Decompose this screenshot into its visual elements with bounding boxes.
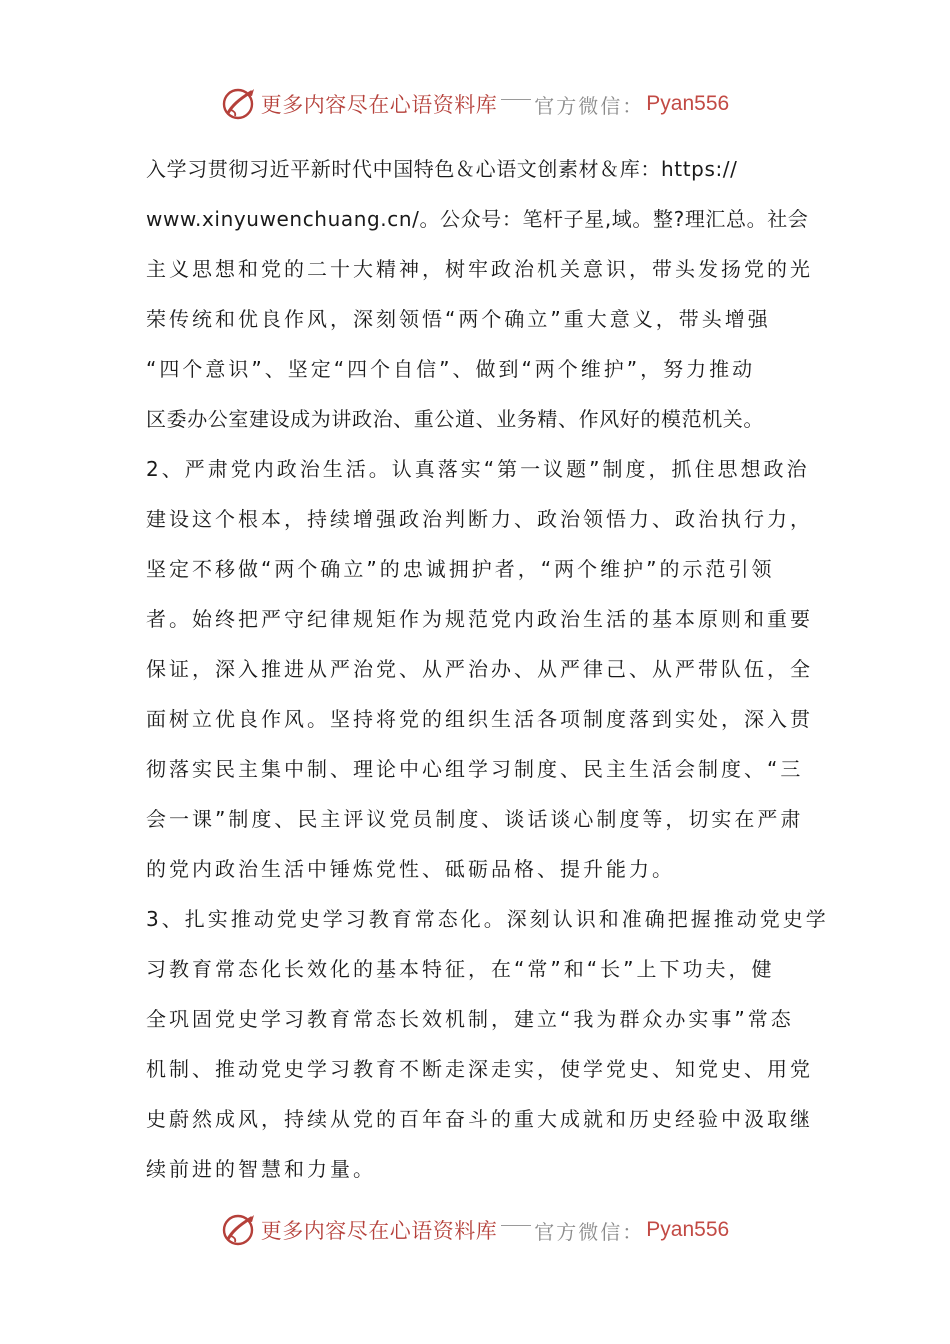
text-line: 坚定不移做“两个确立”的忠诚拥护者，“两个维护”的示范引领 xyxy=(146,557,775,581)
text-line: 3、扎实推动党史学习教育常态化。深刻认识和准确把握推动党史学 xyxy=(146,907,829,931)
wechat-id: Pyan556 xyxy=(646,92,730,115)
text-line: 面树立优良作风。坚持将党的组织生活各项制度落到实处，深入贯 xyxy=(146,707,813,731)
text-line: 区委办公室建设成为讲政治、重公道、业务精、作风好的模范机关。 xyxy=(146,407,764,431)
text-line: “四个意识”、坚定“四个自信”、做到“两个维护”，努力推动 xyxy=(146,357,756,381)
document-body xyxy=(146,144,829,1194)
official-label: 官方微信： xyxy=(534,93,645,118)
text-line: 2、严肃党内政治生活。认真落实“第一议题”制度，抓住思想政治 xyxy=(146,457,810,481)
text-line: www.xinyuwenchuang.cn/。公众号：笔杆子星,域。整?理汇总。社会 xyxy=(146,207,809,231)
footer-banner xyxy=(0,1210,950,1250)
brand-text: 更多内容尽在心语资料库 xyxy=(260,93,498,117)
banner-dash xyxy=(501,99,531,100)
text-line: 保证，深入推进从严治党、从严治办、从严律己、从严带队伍，全 xyxy=(146,657,813,681)
text-line: 机制、推动党史学习教育不断走深走实，使学党史、知党史、用党 xyxy=(146,1057,813,1081)
text-line: 的党内政治生活中锤炼党性、砥砺品格、提升能力。 xyxy=(146,857,675,881)
text-line: 者。始终把严守纪律规矩作为规范党内政治生活的基本原则和重要 xyxy=(146,607,813,631)
text-line: 彻落实民主集中制、理论中心组学习制度、民主生活会制度、“三 xyxy=(146,757,804,781)
header-banner xyxy=(0,84,950,124)
pen-logo-icon xyxy=(221,86,257,122)
text-line: 会一课”制度、民主评议党员制度、谈话谈心制度等，切实在严肃 xyxy=(146,807,804,831)
text-line: 习教育常态化长效化的基本特征，在“常”和“长”上下功夫，健 xyxy=(146,957,775,981)
banner-dash xyxy=(501,1225,531,1226)
text-line: 入学习贯彻习近平新时代中国特色＆心语文创素材＆库：https:// xyxy=(146,157,738,181)
brand-text: 更多内容尽在心语资料库 xyxy=(260,1219,498,1243)
text-line: 史蔚然成风，持续从党的百年奋斗的重大成就和历史经验中汲取继 xyxy=(146,1107,813,1131)
text-line: 主义思想和党的二十大精神，树牢政治机关意识，带头发扬党的光 xyxy=(146,257,813,281)
wechat-id: Pyan556 xyxy=(646,1218,730,1241)
text-line: 建设这个根本，持续增强政治判断力、政治领悟力、政治执行力， xyxy=(146,507,813,531)
text-line: 续前进的智慧和力量。 xyxy=(146,1157,376,1181)
official-label: 官方微信： xyxy=(534,1219,645,1244)
pen-logo-icon xyxy=(221,1212,257,1248)
text-line: 荣传统和优良作风，深刻领悟“两个确立”重大意义，带头增强 xyxy=(146,307,771,331)
text-line: 全巩固党史学习教育常态长效机制，建立“我为群众办实事”常态 xyxy=(146,1007,794,1031)
